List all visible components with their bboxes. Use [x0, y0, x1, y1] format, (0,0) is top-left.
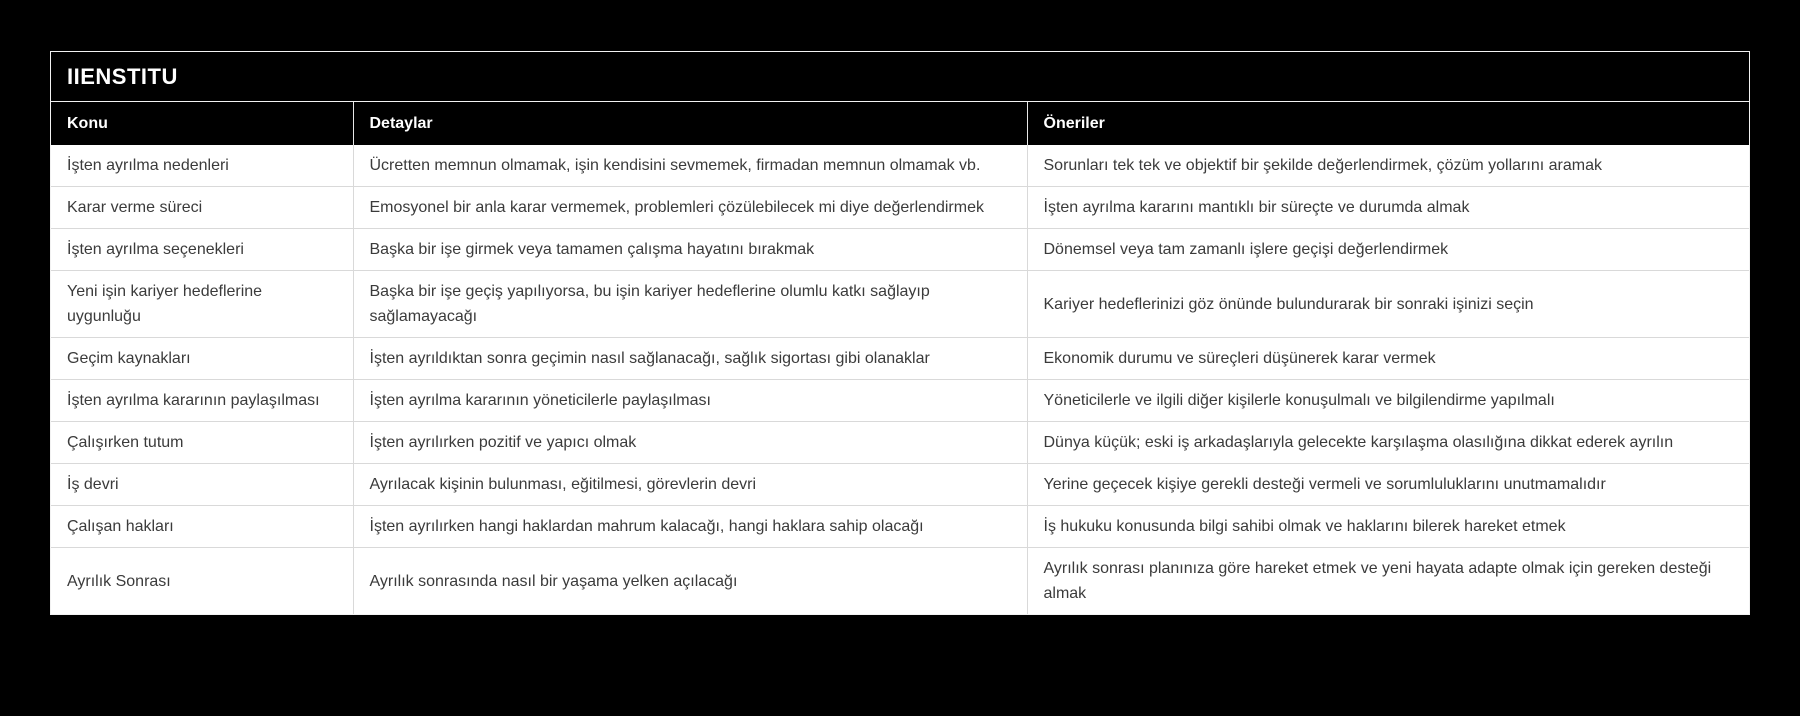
- column-header-konu: Konu: [51, 102, 353, 145]
- cell-konu: İşten ayrılma seçenekleri: [51, 229, 353, 271]
- table-row: [51, 229, 1749, 271]
- cell-konu: İş devri: [51, 464, 353, 506]
- table-row: [51, 380, 1749, 422]
- cell-detaylar: İşten ayrılırken pozitif ve yapıcı olmak: [353, 422, 1027, 464]
- table-row: [51, 422, 1749, 464]
- cell-konu: İşten ayrılma kararının paylaşılması: [51, 380, 353, 422]
- table-body: [51, 145, 1749, 614]
- cell-detaylar: Başka bir işe girmek veya tamamen çalışma hayatını bırakmak: [353, 229, 1027, 271]
- table-row: [51, 464, 1749, 506]
- cell-oneriler: Sorunları tek tek ve objektif bir şekilde değerlendirmek, çözüm yollarını aramak: [1027, 145, 1749, 187]
- cell-detaylar: Emosyonel bir anla karar vermemek, problemleri çözülebilecek mi diye değerlendirmek: [353, 187, 1027, 229]
- cell-oneriler: Dünya küçük; eski iş arkadaşlarıyla gelecekte karşılaşma olasılığına dikkat ederek ayrılın: [1027, 422, 1749, 464]
- table-row: [51, 338, 1749, 380]
- content-table-frame: [50, 51, 1750, 615]
- cell-detaylar: İşten ayrılırken hangi haklardan mahrum kalacağı, hangi haklara sahip olacağı: [353, 506, 1027, 548]
- cell-konu: Geçim kaynakları: [51, 338, 353, 380]
- cell-oneriler: Yöneticilerle ve ilgili diğer kişilerle konuşulmalı ve bilgilendirme yapılmalı: [1027, 380, 1749, 422]
- cell-oneriler: İş hukuku konusunda bilgi sahibi olmak ve haklarını bilerek hareket etmek: [1027, 506, 1749, 548]
- cell-konu: İşten ayrılma nedenleri: [51, 145, 353, 187]
- cell-konu: Karar verme süreci: [51, 187, 353, 229]
- table-row: [51, 271, 1749, 338]
- cell-detaylar: Ayrılacak kişinin bulunması, eğitilmesi, görevlerin devri: [353, 464, 1027, 506]
- cell-oneriler: Kariyer hedeflerinizi göz önünde bulundurarak bir sonraki işinizi seçin: [1027, 271, 1749, 338]
- header-row: [51, 102, 1749, 145]
- cell-detaylar: Ücretten memnun olmamak, işin kendisini sevmemek, firmadan memnun olmamak vb.: [353, 145, 1027, 187]
- column-header-detaylar: Detaylar: [353, 102, 1027, 145]
- cell-detaylar: Ayrılık sonrasında nasıl bir yaşama yelken açılacağı: [353, 548, 1027, 615]
- cell-konu: Çalışırken tutum: [51, 422, 353, 464]
- brand-title: IIENSTITU: [67, 63, 178, 89]
- topics-table: [51, 102, 1749, 614]
- cell-oneriler: İşten ayrılma kararını mantıklı bir süreçte ve durumda almak: [1027, 187, 1749, 229]
- column-header-oneriler: Öneriler: [1027, 102, 1749, 145]
- table-row: [51, 187, 1749, 229]
- cell-detaylar: İşten ayrıldıktan sonra geçimin nasıl sağlanacağı, sağlık sigortası gibi olanaklar: [353, 338, 1027, 380]
- cell-detaylar: Başka bir işe geçiş yapılıyorsa, bu işin kariyer hedeflerine olumlu katkı sağlayıp sağlamayacağı: [353, 271, 1027, 338]
- cell-oneriler: Ekonomik durumu ve süreçleri düşünerek karar vermek: [1027, 338, 1749, 380]
- title-bar: [51, 52, 1749, 102]
- cell-oneriler: Ayrılık sonrası planınıza göre hareket etmek ve yeni hayata adapte olmak için gereken desteği almak: [1027, 548, 1749, 615]
- cell-konu: Çalışan hakları: [51, 506, 353, 548]
- cell-konu: Ayrılık Sonrası: [51, 548, 353, 615]
- table-row: [51, 145, 1749, 187]
- table-row: [51, 548, 1749, 615]
- table-row: [51, 506, 1749, 548]
- cell-oneriler: Dönemsel veya tam zamanlı işlere geçişi değerlendirmek: [1027, 229, 1749, 271]
- cell-konu: Yeni işin kariyer hedeflerine uygunluğu: [51, 271, 353, 338]
- cell-detaylar: İşten ayrılma kararının yöneticilerle paylaşılması: [353, 380, 1027, 422]
- cell-oneriler: Yerine geçecek kişiye gerekli desteği vermeli ve sorumluluklarını unutmamalıdır: [1027, 464, 1749, 506]
- table-header: [51, 102, 1749, 145]
